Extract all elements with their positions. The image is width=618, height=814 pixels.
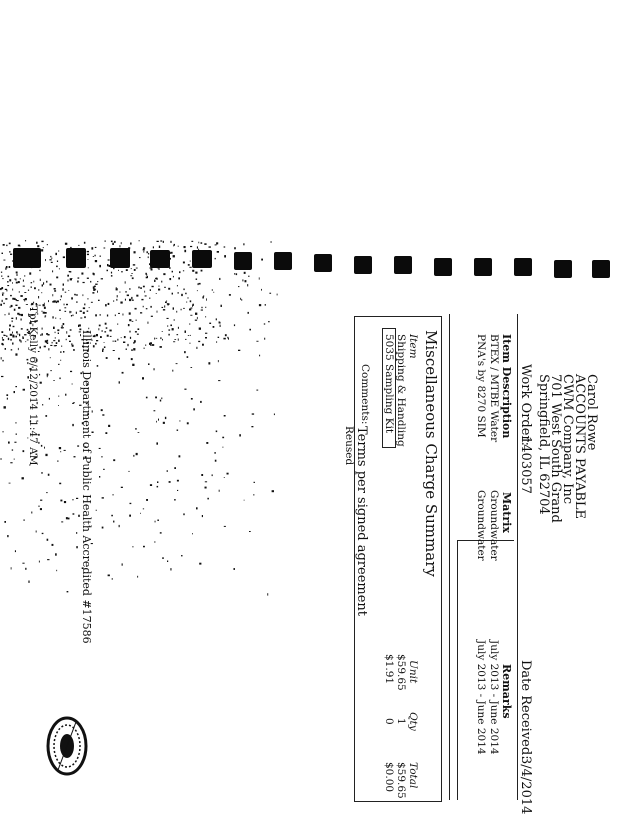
misc-row-1-total: $59.65 xyxy=(395,762,407,799)
item-row-2-remarks: July 2013 - June 2014 xyxy=(475,640,487,755)
signature-line: Tpl-Kelly 6/12/2014 11:47 AM xyxy=(27,306,39,466)
col-header-item-description: Item Description xyxy=(500,334,513,439)
misc-title: Miscellaneous Charge Summary xyxy=(422,330,440,577)
item-row-1-matrix: Groundwater xyxy=(488,490,500,561)
date-received-label: Date Received: xyxy=(518,660,533,760)
items-top-rule xyxy=(517,314,518,800)
misc-row-2-item: 5035 Sampling Kit xyxy=(383,334,395,434)
address-street: 701 West South Grand xyxy=(548,374,563,523)
reviewed-note: Reused xyxy=(343,426,355,466)
accreditation-seal-icon xyxy=(46,716,88,776)
comments-label: Comments: xyxy=(359,364,371,425)
col-header-remarks: Remarks xyxy=(500,664,513,719)
misc-header-total: Total xyxy=(407,762,419,789)
misc-header-qty: Qty xyxy=(407,712,419,731)
work-order-label: Work Order: xyxy=(518,364,533,447)
misc-row-2-total: $0.00 xyxy=(383,762,395,793)
address-dept: ACCOUNTS PAYABLE xyxy=(572,374,587,520)
item-row-1-description: BTEX / MTBE Water xyxy=(488,334,500,443)
date-received-value: 3/4/2014 xyxy=(518,756,533,814)
section-rule xyxy=(449,314,450,800)
item-row-1-remarks: July 2013 - June 2014 xyxy=(488,640,500,755)
col-header-matrix: Matrix xyxy=(500,492,513,533)
work-order-number: 1403057 xyxy=(518,436,533,494)
misc-row-1-item: Shipping & Handling xyxy=(395,334,407,447)
item-row-2-matrix: Groundwater xyxy=(475,490,487,561)
address-city: Springfield, IL 62704 xyxy=(536,374,551,515)
accreditation-text: Illinois Department of Public Health Accredited #17586 xyxy=(80,330,93,644)
address-company: CWM Company, Inc xyxy=(560,374,575,504)
misc-row-1-unit: $59.65 xyxy=(395,654,407,691)
misc-row-1-qty: 1 xyxy=(395,718,407,725)
address-name: Carol Rowe xyxy=(584,374,599,451)
comments-text: Terms per signed agreement xyxy=(354,426,369,617)
misc-row-2-qty: 0 xyxy=(383,718,395,725)
misc-header-unit: Unit xyxy=(407,660,419,684)
item-row-2-description: PNA's by 8270 SIM xyxy=(475,334,487,438)
misc-row-2-unit: $1.91 xyxy=(383,654,395,685)
misc-header-item: Item xyxy=(407,334,419,359)
items-bottom-rule xyxy=(457,540,458,800)
